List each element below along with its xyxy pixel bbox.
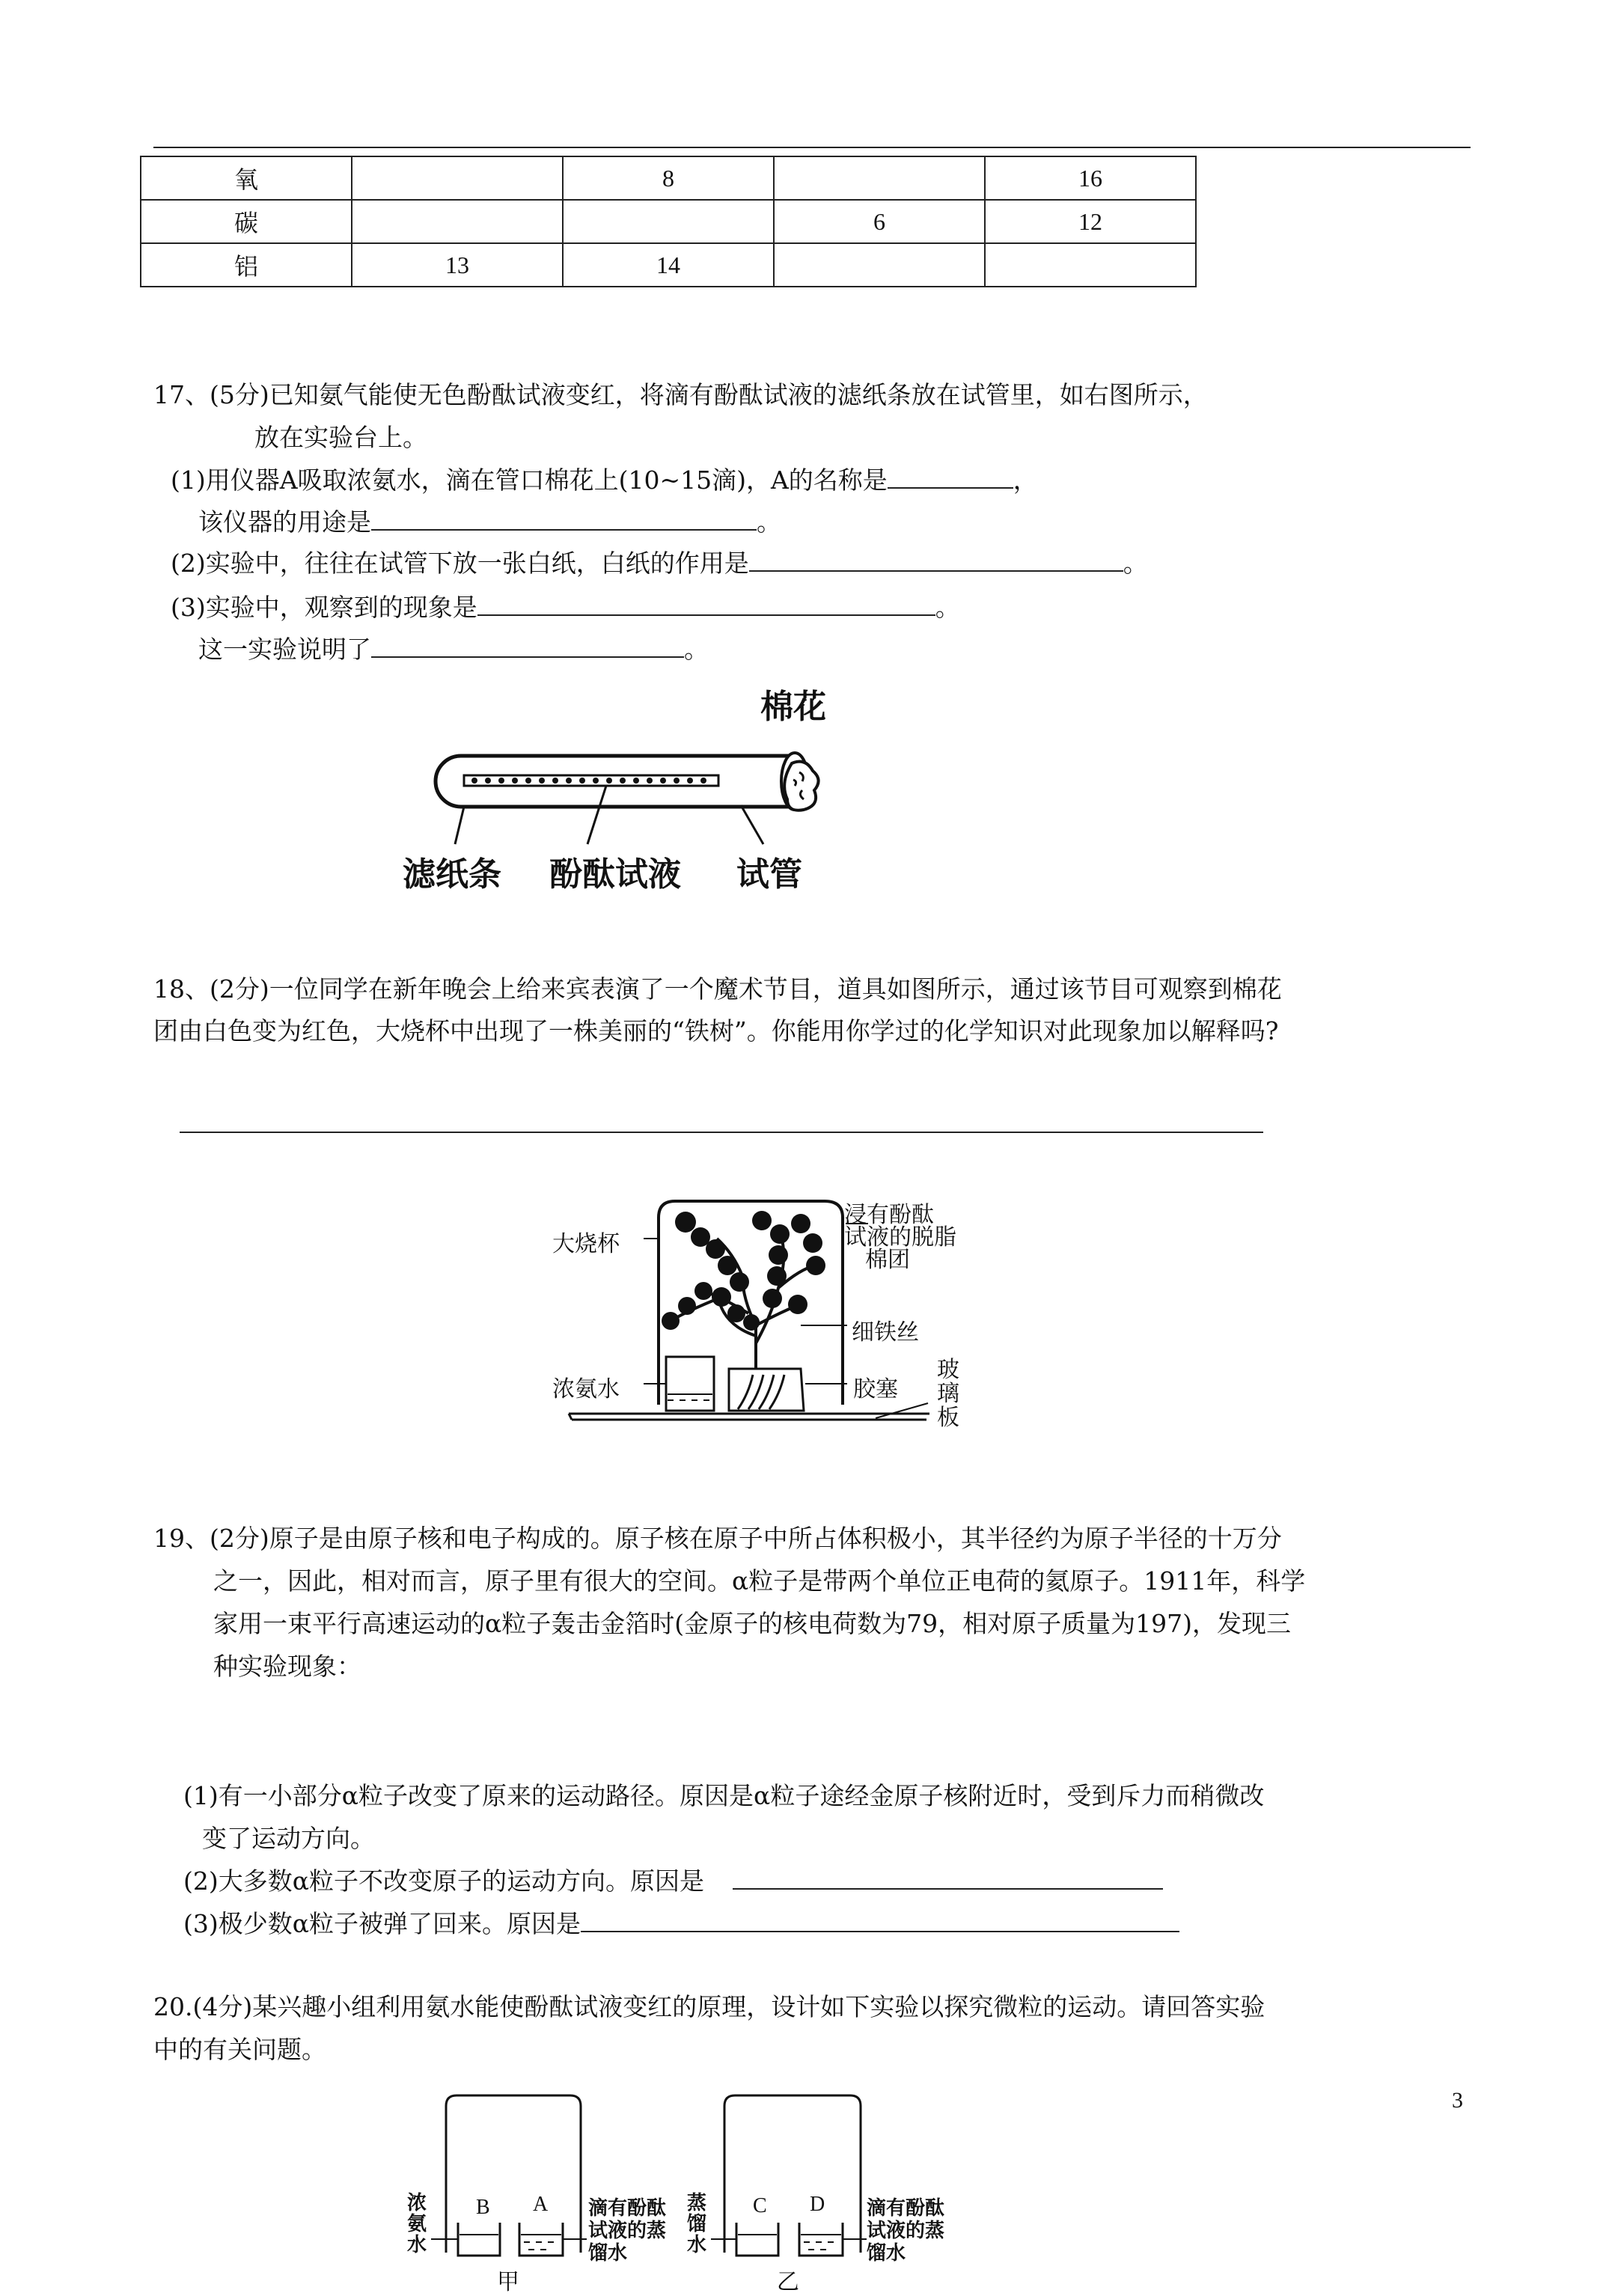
table-cell	[985, 243, 1196, 287]
q17-part2-text: (2)实验中，往往在试管下放一张白纸，白纸的作用是	[171, 549, 749, 578]
label-line: 馏	[687, 2213, 707, 2235]
q19-line1: 19、(2分)原子是由原子核和电子构成的。原子核在原子中所占体积极小，其半径约为原子半径的十万分	[153, 1524, 1282, 1553]
beaker-label-b: B	[476, 2196, 490, 2219]
punct: ，	[1013, 465, 1038, 495]
table-cell: 6	[774, 200, 985, 243]
answer-blank[interactable]	[749, 549, 1123, 572]
label-line: 浓	[407, 2192, 427, 2214]
table-cell	[352, 200, 563, 243]
punct: 。	[757, 507, 781, 537]
answer-blank[interactable]	[371, 635, 684, 658]
table-cell: 碳	[141, 200, 352, 243]
q17-intro-line1: 17、(5分)已知氨气能使无色酚酞试液变红，将滴有酚酞试液的滤纸条放在试管里，如右图所示，	[153, 380, 1208, 409]
beaker-label-c: C	[753, 2194, 767, 2217]
table-cell	[352, 156, 563, 200]
label-distilled-water	[687, 2193, 706, 2256]
label-big-beaker: 大烧杯	[552, 1231, 620, 1257]
experiment-yi-figure	[687, 2080, 989, 2295]
label-line: 蒸	[687, 2192, 707, 2214]
table-row	[141, 156, 1196, 200]
q19-sub3-text: (3)极少数α粒子被弹了回来。原因是	[183, 1909, 581, 1938]
element-table	[140, 156, 1197, 287]
q17-part3b	[198, 635, 709, 665]
label-line: 玻	[937, 1357, 959, 1383]
label-line: 氨	[407, 2213, 427, 2235]
label-iron-wire: 细铁丝	[852, 1319, 919, 1346]
q20-line1: 20.(4分)某兴趣小组利用氨水能使酚酞试液变红的原理，设计如下实验以探究微粒的运动。请回答实验	[153, 1992, 1265, 2021]
experiment-jia-diagram	[404, 2080, 726, 2276]
test-tube-figure	[403, 681, 838, 898]
q19-sub1-line2: 变了运动方向。	[202, 1824, 375, 1853]
label-line: 试液的脱脂	[844, 1224, 956, 1251]
label-line: 试液的蒸	[588, 2220, 667, 2242]
label-line: 板	[937, 1405, 959, 1431]
label-stopper: 胶塞	[853, 1376, 898, 1402]
label-phenolphthalein: 酚酞试液	[549, 855, 681, 894]
q19-line2: 之一，因此，相对而言，原子里有很大的空间。α粒子是带两个单位正电荷的氦原子。1911年，科学	[213, 1566, 1306, 1596]
q17-part3b-text: 这一实验说明了	[198, 635, 371, 664]
label-soaked-cotton	[844, 1204, 956, 1271]
punct: 。	[935, 593, 960, 622]
page-number: 3	[1452, 2088, 1463, 2113]
label-line: 水	[687, 2234, 707, 2256]
answer-blank[interactable]	[477, 593, 935, 616]
q17-part1b	[198, 507, 781, 537]
label-line: 馏水	[867, 2242, 906, 2265]
beaker-label-a: A	[533, 2193, 549, 2216]
label-line: 璃	[937, 1381, 959, 1407]
q17-part1-text: (1)用仪器A吸取浓氨水，滴在管口棉花上(10~15滴)，A的名称是	[171, 465, 888, 495]
table-cell: 14	[563, 243, 774, 287]
table-cell	[774, 156, 985, 200]
punct: 。	[1123, 549, 1148, 578]
q19-line4: 种实验现象：	[213, 1652, 361, 1681]
q19-sub1-line1: (1)有一小部分α粒子改变了原来的运动路径。原因是α粒子途经金原子核附近时，受到斥力而稍微改	[183, 1781, 1265, 1810]
answer-blank[interactable]	[371, 508, 757, 531]
label-phenol-water	[867, 2197, 944, 2265]
header-rule	[153, 147, 1471, 148]
label-line: 馏水	[588, 2242, 628, 2265]
q18-line2: 团由白色变为红色，大烧杯中出现了一株美丽的“铁树”。你能用你学过的化学知识对此现象加以解释吗?	[153, 1016, 1279, 1045]
answer-blank[interactable]	[888, 466, 1013, 489]
label-line: 滴有酚酞	[588, 2197, 667, 2220]
answer-blank[interactable]	[581, 1910, 1179, 1932]
figure-caption-jia: 甲	[497, 2269, 519, 2295]
label-test-tube: 试管	[736, 855, 802, 894]
label-filter-strip: 滤纸条	[403, 855, 501, 894]
table-cell: 氧	[141, 156, 352, 200]
label-line: 水	[407, 2234, 427, 2256]
label-phenol-water	[588, 2197, 666, 2265]
q19-sub2	[183, 1866, 1163, 1896]
label-glass-plate	[937, 1358, 959, 1430]
q17-part3-text: (3)实验中，观察到的现象是	[171, 593, 477, 622]
table-cell: 13	[352, 243, 563, 287]
label-ammonia: 浓氨水	[552, 1376, 620, 1402]
table-cell	[774, 243, 985, 287]
q17-part3	[171, 593, 960, 623]
q19-sub3	[183, 1909, 1179, 1939]
table-cell: 8	[563, 156, 774, 200]
label-cotton: 棉花	[760, 688, 826, 726]
q17-part1b-text: 该仪器的用途是	[198, 507, 371, 537]
q18-line1: 18、(2分)一位同学在新年晚会上给来宾表演了一个魔术节目，道具如图所示，通过该节目可观察到棉花	[153, 974, 1282, 1004]
label-line: 棉团	[865, 1247, 910, 1273]
iron-tree-figure	[554, 1194, 973, 1448]
label-line: 浸有酚酞	[844, 1202, 934, 1228]
table-cell: 铝	[141, 243, 352, 287]
q20-line2: 中的有关问题。	[153, 2035, 326, 2064]
label-line: 滴有酚酞	[867, 2197, 945, 2220]
q18-answer-line[interactable]	[180, 1132, 1263, 1133]
q19-line3: 家用一束平行高速运动的α粒子轰击金箔时(金原子的核电荷数为79，相对原子质量为197)，发现三	[213, 1609, 1292, 1638]
label-line: 试液的蒸	[867, 2220, 945, 2242]
table-row	[141, 243, 1196, 287]
q17-part2	[171, 549, 1148, 578]
experiment-jia-figure	[404, 2080, 726, 2295]
q17-intro-line2: 放在实验台上。	[254, 423, 427, 452]
q19-sub2-text: (2)大多数α粒子不改变原子的运动方向。原因是	[183, 1866, 705, 1896]
label-conc-ammonia	[407, 2193, 427, 2256]
beaker-label-d: D	[810, 2193, 825, 2216]
q17-part1	[171, 465, 1038, 495]
answer-blank[interactable]	[733, 1867, 1163, 1890]
punct: 。	[684, 635, 709, 664]
table-row	[141, 200, 1196, 243]
table-cell	[563, 200, 774, 243]
table-cell: 12	[985, 200, 1196, 243]
figure-caption-yi: 乙	[777, 2269, 799, 2295]
table-cell: 16	[985, 156, 1196, 200]
